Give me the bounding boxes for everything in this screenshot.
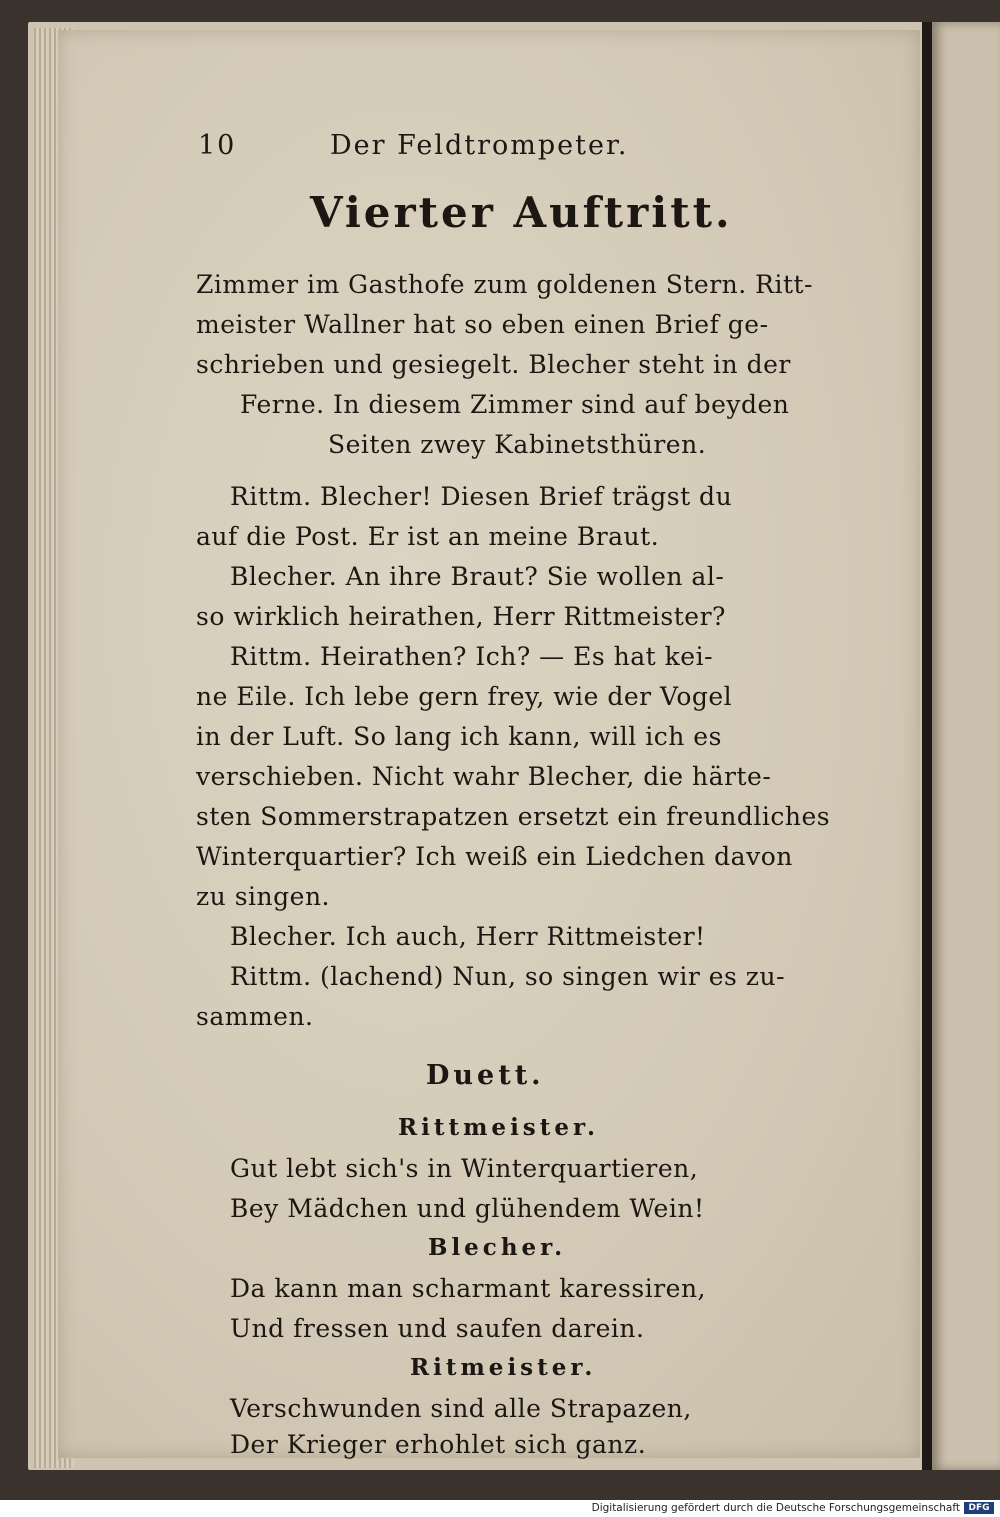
duet-speaker: Rittmeister.	[398, 1114, 600, 1141]
dialogue-line: auf die Post. Er ist an meine Braut.	[196, 522, 660, 551]
digitization-footer	[0, 1500, 1000, 1517]
dialogue-line: verschieben. Nicht wahr Blecher, die härte-	[196, 762, 772, 791]
running-title: Der Feldtrompeter.	[330, 130, 629, 161]
stage-direction-line: Seiten zwey Kabinetsthüren.	[328, 430, 707, 459]
footer-credit: Digitalisierung gefördert durch die Deutsche Forschungsgemeinschaft	[591, 1502, 960, 1514]
duet-title: Duett.	[426, 1060, 545, 1091]
duet-line: Gut lebt sich's in Winterquartieren,	[230, 1154, 699, 1183]
dialogue-line: sammen.	[196, 1002, 314, 1031]
stage-direction-line: Ferne. In diesem Zimmer sind auf beyden	[240, 390, 790, 419]
dialogue-line: Rittm. Blecher! Diesen Brief trägst du	[230, 482, 733, 511]
dialogue-line: Winterquartier? Ich weiß ein Liedchen davon	[196, 842, 793, 871]
duet-line: Da kann man scharmant karessiren,	[230, 1274, 706, 1303]
dialogue-line: zu singen.	[196, 882, 330, 911]
duet-speaker: Ritmeister.	[410, 1354, 597, 1381]
dialogue-line: Blecher. An ihre Braut? Sie wollen al-	[230, 562, 725, 591]
dialogue-line: so wirklich heirathen, Herr Rittmeister?	[196, 602, 726, 631]
stage-direction-line: Zimmer im Gasthofe zum goldenen Stern. Ritt-	[196, 270, 814, 299]
duet-line: Verschwunden sind alle Strapazen,	[230, 1394, 692, 1423]
dialogue-line: in der Luft. So lang ich kann, will ich es	[196, 722, 722, 751]
page-number: 10	[198, 130, 237, 161]
book-page	[58, 30, 920, 1458]
dialogue-line: Rittm. (lachend) Nun, so singen wir es zu-	[230, 962, 786, 991]
dfg-logo: DFG	[964, 1502, 994, 1514]
stage-direction-line: schrieben und gesiegelt. Blecher steht in der	[196, 350, 791, 379]
dialogue-line: ne Eile. Ich lebe gern frey, wie der Vogel	[196, 682, 733, 711]
stage-direction-line: meister Wallner hat so eben einen Brief ge-	[196, 310, 769, 339]
duet-line: Bey Mädchen und glühendem Wein!	[230, 1194, 705, 1223]
dialogue-line: sten Sommerstrapatzen ersetzt ein freundliches	[196, 802, 831, 831]
duet-line: Der Krieger erhohlet sich ganz.	[230, 1430, 647, 1459]
dialogue-line: Rittm. Heirathen? Ich? — Es hat kei-	[230, 642, 714, 671]
facing-page-edge	[932, 22, 1000, 1470]
dialogue-line: Blecher. Ich auch, Herr Rittmeister!	[230, 922, 706, 951]
duet-speaker: Blecher.	[428, 1234, 567, 1261]
duet-line: Und fressen und saufen darein.	[230, 1314, 645, 1343]
scene-title: Vierter Auftritt.	[310, 188, 733, 237]
